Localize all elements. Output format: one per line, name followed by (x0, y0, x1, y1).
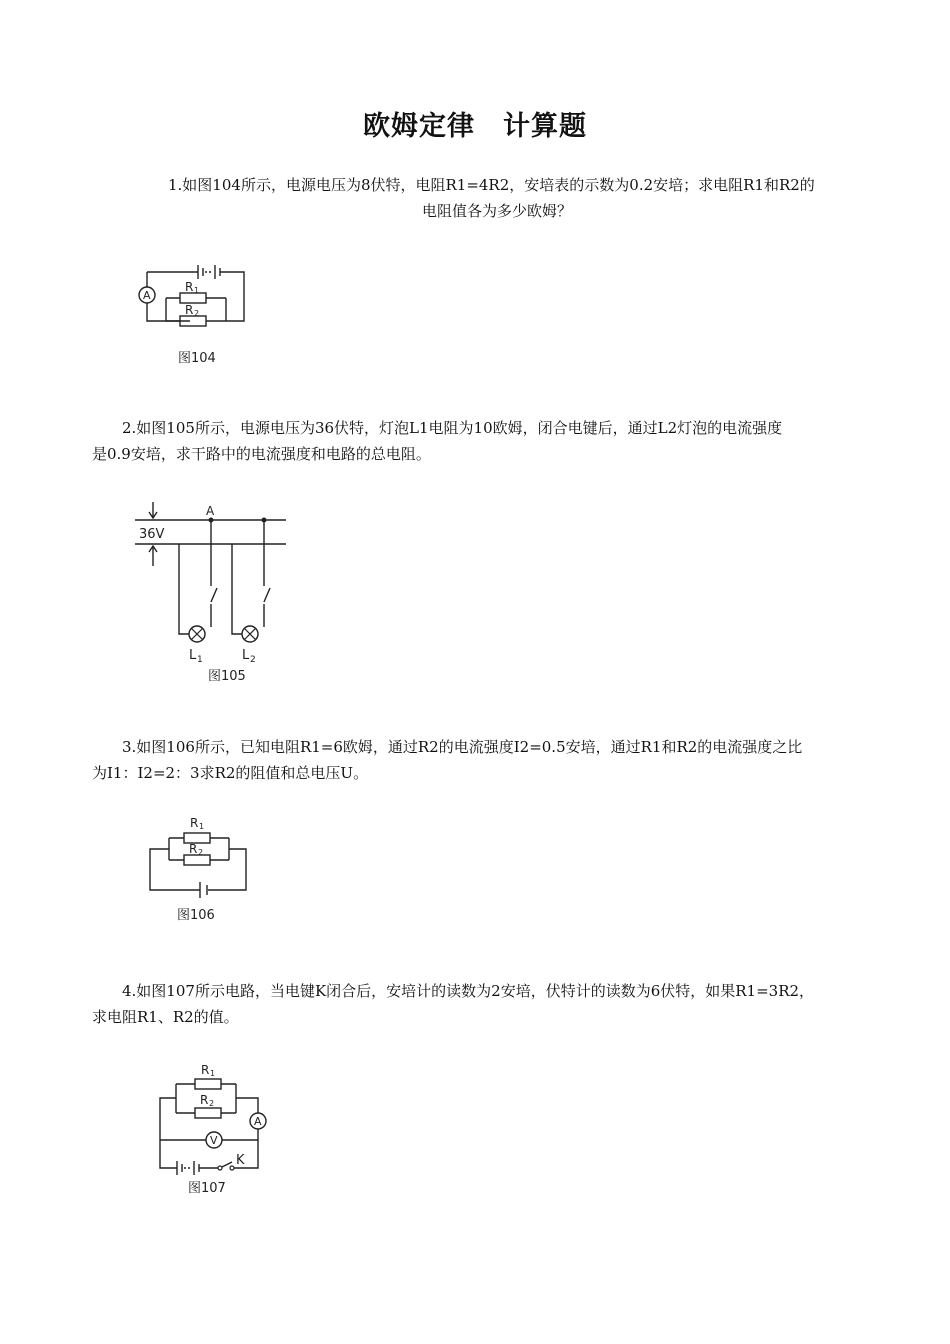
r1-label: R (190, 816, 199, 830)
question-1-line-2: 电阻值各为多少欧姆？ (421, 202, 572, 220)
r1-subscript: 1 (210, 1069, 216, 1078)
ammeter-label: A (254, 1115, 262, 1128)
r2-label: R (200, 1093, 209, 1107)
figure-107-circuit (150, 1058, 275, 1200)
voltage-label: 36V (139, 527, 165, 542)
question-1 (92, 172, 862, 224)
figure-104-circuit (133, 258, 253, 368)
l2-subscript: 2 (250, 655, 256, 665)
question-4 (92, 978, 862, 1030)
question-4-line-2: 求电阻R1、R2的值。 (92, 1008, 239, 1026)
figure-106-caption: 图106 (177, 908, 215, 923)
figure-107-caption: 图107 (188, 1181, 226, 1196)
l2-label: L (242, 648, 250, 663)
question-3 (92, 734, 862, 786)
question-2-line-1: 2.如图105所示，电源电压为36伏特，灯泡L1电阻为10欧姆，闭合电键后，通过L2灯泡的电流强度 (122, 419, 783, 437)
question-2-line-2: 是0.9安培，求干路中的电流强度和电路的总电阻。 (92, 445, 431, 463)
r1-subscript: 1 (194, 286, 200, 295)
r2-subscript: 2 (198, 848, 204, 857)
key-switch-icon (230, 1166, 234, 1170)
question-1-line-1: 1.如图104所示，电源电压为8伏特，电阻R1=4R2，安培表的示数为0.2安培；求电阻R1和R2的 (168, 176, 815, 194)
voltmeter-label: V (210, 1134, 218, 1147)
r1-label: R (185, 280, 194, 294)
r1-label: R (201, 1063, 210, 1077)
figure-106-circuit (140, 812, 260, 924)
figure-105-caption: 图105 (208, 669, 246, 684)
r2-label: R (189, 842, 198, 856)
figure-104-caption: 图104 (178, 351, 216, 366)
question-2 (92, 415, 862, 467)
r2-subscript: 2 (209, 1099, 215, 1108)
key-label: K (236, 1153, 245, 1168)
ammeter-label: A (143, 289, 151, 302)
question-3-line-1: 3.如图106所示，已知电阻R1=6欧姆，通过R2的电流强度I2=0.5安培，通过R1和R2的电流强度之比 (122, 738, 803, 756)
l1-label: L (189, 648, 197, 663)
figure-105-circuit (133, 500, 293, 690)
page-title: 欧姆定律 计算题 (363, 111, 587, 142)
r2-subscript: 2 (194, 309, 200, 318)
r1-subscript: 1 (199, 822, 205, 831)
question-4-line-1: 4.如图107所示电路，当电键K闭合后，安培计的读数为2安培，伏特计的读数为6伏特，如果R1=3R2， (122, 982, 815, 1000)
question-3-line-2: 为I1：I2=2：3求R2的阻值和总电压U。 (92, 764, 369, 782)
l1-subscript: 1 (197, 655, 203, 665)
r2-label: R (185, 303, 194, 317)
node-a-label: A (206, 504, 215, 518)
